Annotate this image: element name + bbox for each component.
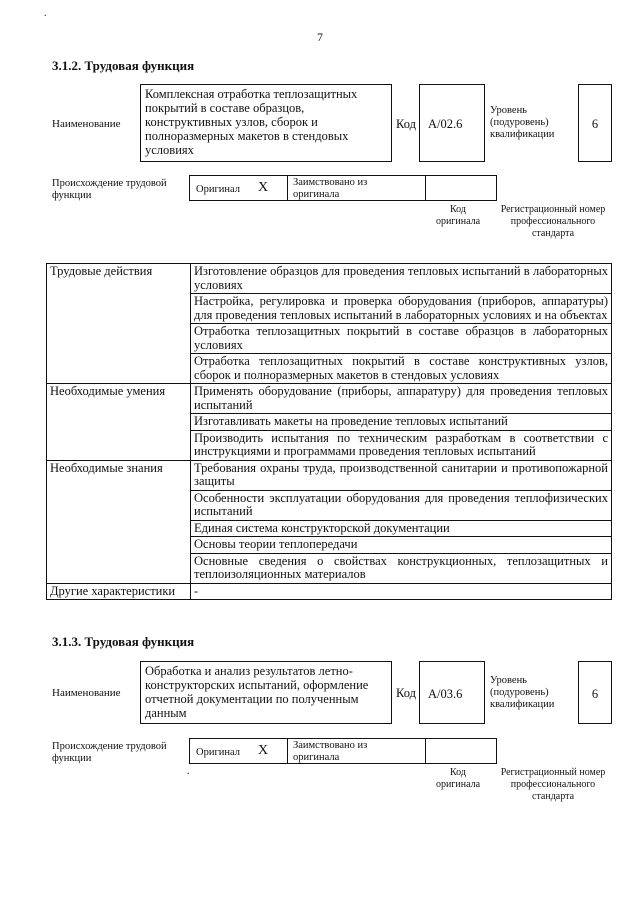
original-mark: X [258,743,269,758]
name-label: Наименование [52,118,121,130]
code-original-caption: Код оригинала [435,204,481,227]
level-box [578,84,612,162]
code-value: A/03.6 [428,687,463,701]
level-label: Уровень (подуровень) квалификации [490,675,555,710]
level-value: 6 [591,687,599,701]
table-cell: Изготовление образцов для проведения тепловых испытаний в лабораторных условиях [191,264,612,294]
divider [287,739,288,763]
function-details-table [46,263,612,600]
table-row [47,460,612,490]
row-label: Необходимые знания [47,460,191,583]
scan-dot: . [187,766,190,777]
borrowed-label: Заимствовано из оригинала [293,177,368,200]
divider [287,176,288,200]
code-label: Код [396,117,416,131]
page-number: 7 [317,30,323,44]
function-name-box [140,84,392,162]
table-cell: Изготавливать макеты на проведение тепловых испытаний [191,414,612,431]
borrowed-label: Заимствовано из оригинала [293,740,368,763]
section-heading-312: 3.1.2. Трудовая функция [52,58,195,73]
divider [425,739,426,763]
code-box [419,661,485,724]
row-label: Другие характеристики [47,583,191,600]
table-cell: Настройка, регулировка и проверка оборудования (приборов, аппаратуры) для проведения тепловых испытаний в лабораторных условиях и на объектах [191,294,612,324]
origin-strip [189,738,497,764]
function-name: Комплексная отработка теплозащитных покрытий в составе образцов, конструктивных узлов, сборок и полноразмерных макетов в стендовых условиях [145,87,358,157]
code-original-caption: Код оригинала [435,767,481,790]
table-cell: Основы теории теплопередачи [191,537,612,554]
table-cell: Отработка теплозащитных покрытий в составе образцов в лабораторных условиях [191,324,612,354]
reg-number-caption: Регистрационный номер профессионального стандарта [500,767,606,802]
table-cell: Требования охраны труда, производственной санитарии и противопожарной защиты [191,460,612,490]
reg-number-caption: Регистрационный номер профессионального стандарта [500,204,606,239]
table-row [47,384,612,414]
table-cell: Основные сведения о свойствах конструкционных, теплозащитных и теплоизоляционных материалов [191,553,612,583]
divider [425,176,426,200]
table-row [47,583,612,600]
row-label: Необходимые умения [47,384,191,461]
code-box [419,84,485,162]
table-cell: Применять оборудование (приборы, аппаратуру) для проведения тепловых испытаний [191,384,612,414]
original-label: Оригинал [196,184,240,195]
code-value: A/02.6 [428,117,463,131]
origin-label: Происхождение трудовой функции [52,178,167,201]
function-name: Обработка и анализ результатов летно-конструкторских испытаний, оформление отчетной документации по полученным данным [145,664,369,720]
level-value: 6 [591,117,599,131]
section-heading-313: 3.1.3. Трудовая функция [52,634,195,649]
scan-dot: . [44,8,47,19]
table-cell: Отработка теплозащитных покрытий в составе конструктивных узлов, сборок и полноразмерных макетов в стендовых условиях [191,354,612,384]
table-cell: Особенности эксплуатации оборудования для проведения теплофизических испытаний [191,490,612,520]
name-label: Наименование [52,687,121,699]
row-label: Трудовые действия [47,264,191,384]
table-row [47,264,612,294]
original-mark: X [258,180,269,195]
level-box [578,661,612,724]
origin-label: Происхождение трудовой функции [52,741,167,764]
table-cell: Производить испытания по техническим разработкам в соответствии с инструкциями и программами проведения тепловых испытаний [191,430,612,460]
code-label: Код [396,686,416,700]
function-name-box [140,661,392,724]
origin-strip [189,175,497,201]
table-cell: - [191,583,612,600]
original-label: Оригинал [196,747,240,758]
level-label: Уровень (подуровень) квалификации [490,105,555,140]
table-cell: Единая система конструкторской документации [191,520,612,537]
